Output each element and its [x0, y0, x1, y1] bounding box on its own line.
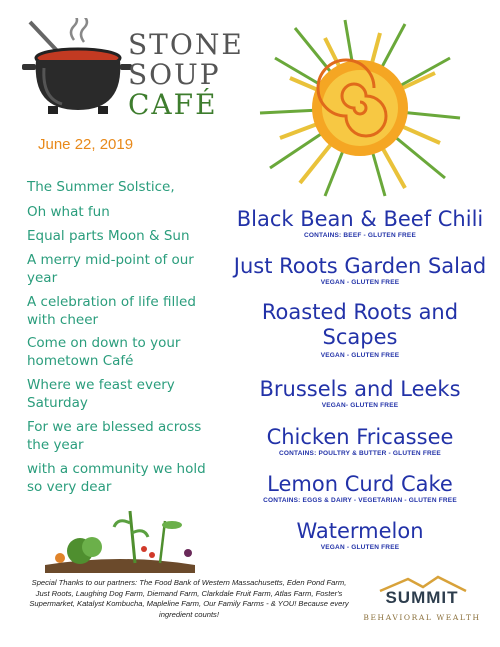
sun-illustration-icon [255, 18, 465, 198]
poem-line: Come on down to your hometown Café [27, 335, 181, 369]
poem-line: A merry mid-point of our year [27, 252, 194, 286]
cauldron-logo-icon [22, 18, 132, 118]
logo-text-cafe: CAFÉ [128, 88, 218, 121]
poem-line: The Summer Solstice, [27, 179, 175, 195]
partners-thanks: Special Thanks to our partners: The Food Bank of Western Massachusetts, Eden Pond Farm, Just Roots, Laughing Dog Farm, Diemand Farm, Clarkdale Fruit Farm, Atlas Farm, Foster's Supermarket, Katalyst Kombucha, Mapleline Farm, Our Family Farms - & YOU! Because every ingredient counts! [29, 578, 349, 619]
menu-item-note: CONTAINS: BEEF - GLUTEN FREE [303, 232, 416, 239]
menu-item-name: Lemon Curd Cake [267, 472, 453, 496]
menu-item-note: VEGAN- GLUTEN FREE [321, 402, 399, 409]
logo-text-stone: STONE [128, 28, 244, 61]
menu-item-note: CONTAINS: POULTRY & BUTTER - GLUTEN FREE [279, 450, 441, 457]
menu-item-name: Roasted Roots and Scapes [261, 300, 459, 349]
poem-line: A celebration of life filled with cheer [27, 294, 196, 328]
poem-line: For we are blessed across the year [27, 419, 202, 453]
event-date: June 22, 2019 [38, 136, 134, 153]
menu-item-note: VEGAN - GLUTEN FREE [320, 352, 400, 359]
poem-line: Oh what fun [27, 204, 110, 220]
menu-item-note: VEGAN - GLUTEN FREE [320, 279, 400, 286]
sponsor-tagline: BEHAVIORAL WEALTH [363, 613, 481, 622]
poem-line: Equal parts Moon & Sun [27, 228, 190, 244]
menu-item-name: Chicken Fricassee [266, 425, 454, 449]
menu-item-note: CONTAINS: EGGS & DAIRY - VEGETARIAN - GLUTEN FREE [263, 497, 457, 504]
menu-item-name: Watermelon [296, 519, 424, 543]
poem-line: Where we feast every Saturday [27, 377, 175, 411]
menu-item-name: Black Bean & Beef Chili [236, 207, 484, 231]
vegetable-garden-icon [40, 503, 200, 573]
sponsor-name: SUMMIT [385, 588, 459, 607]
menu-item-note: VEGAN - GLUTEN FREE [320, 544, 400, 551]
logo-text-soup: SOUP [128, 58, 221, 91]
menu-item-name: Just Roots Garden Salad [233, 254, 487, 278]
poem-line: with a community we hold so very dear [27, 461, 206, 495]
menu-item-name: Brussels and Leeks [259, 377, 461, 401]
